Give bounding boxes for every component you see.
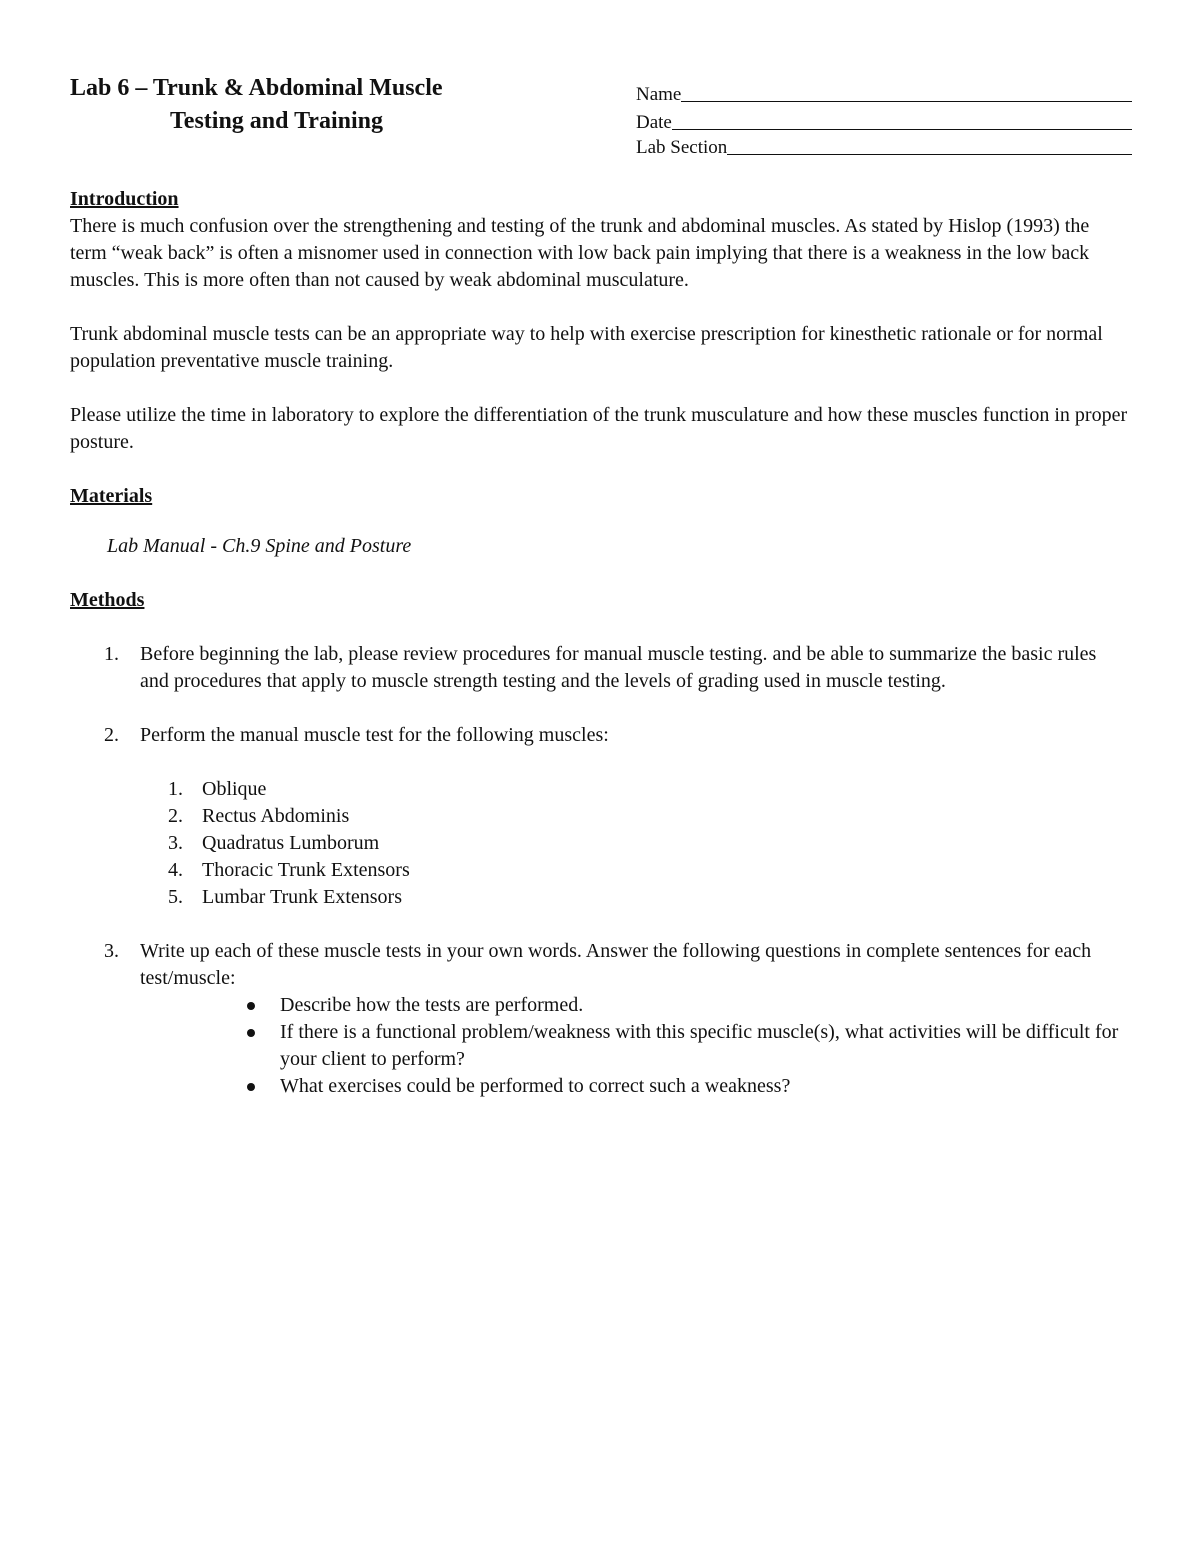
- name-field-line: [681, 101, 1132, 102]
- muscle-number: 2.: [168, 805, 183, 827]
- methods-heading: Methods: [70, 589, 145, 611]
- date-field[interactable]: [636, 106, 1132, 134]
- method-item-2: [70, 722, 1130, 911]
- date-field-line: [672, 129, 1132, 130]
- materials-heading: Materials: [70, 485, 153, 507]
- list-item: [140, 803, 1130, 830]
- bullet-icon: [240, 992, 280, 1019]
- method-number: 3.: [104, 940, 119, 962]
- bullet-icon: [240, 1073, 280, 1100]
- document-title: [70, 72, 443, 138]
- question-text: Describe how the tests are performed.: [280, 994, 584, 1016]
- muscle-number: 4.: [168, 859, 183, 881]
- intro-paragraph-1: There is much confusion over the strengthening and testing of the trunk and abdominal muscles. As stated by Hislop (1993) the term “weak back” is often a misnomer used in connection with low back pain implying that there is a weakness in the low back muscles. This is more often than not caused by weak abdominal musculature.: [70, 215, 1090, 291]
- lab-section-field[interactable]: [636, 134, 1132, 159]
- bullet-icon: [240, 1019, 280, 1073]
- question-text: If there is a functional problem/weakness with this specific muscle(s), what activities will be difficult for your client to perform?: [280, 1021, 1119, 1070]
- question-list: [140, 992, 1130, 1100]
- muscle-name: Lumbar Trunk Extensors: [202, 886, 402, 908]
- introduction-heading: Introduction: [70, 188, 179, 210]
- lab-section-field-label: Lab Section: [636, 137, 728, 158]
- list-item: [140, 830, 1130, 857]
- method-text: Perform the manual muscle test for the following muscles:: [140, 724, 609, 746]
- method-item-1: [70, 641, 1130, 695]
- method-number: 2.: [104, 724, 119, 746]
- method-text: Write up each of these muscle tests in your own words. Answer the following questions in complete sentences for each test/muscle:: [140, 940, 1092, 989]
- muscle-number: 3.: [168, 832, 183, 854]
- muscle-name: Quadratus Lumborum: [202, 832, 380, 854]
- student-info-fields: [636, 78, 1132, 159]
- method-text: Before beginning the lab, please review procedures for manual muscle testing. and be able to summarize the basic rules and procedures that apply to muscle strength testing and the levels of grading used in muscle testing.: [140, 643, 1097, 692]
- list-item: [140, 884, 1130, 911]
- document-body: [70, 186, 1130, 1127]
- title-line-1: Lab 6 – Trunk & Abdominal Muscle: [70, 75, 443, 101]
- list-item: [240, 1019, 1130, 1073]
- lab-section-field-line: [727, 154, 1132, 155]
- muscle-name: Oblique: [202, 778, 267, 800]
- list-item: [140, 857, 1130, 884]
- date-field-label: Date: [636, 112, 672, 133]
- list-item: [240, 1073, 1130, 1100]
- question-text: What exercises could be performed to correct such a weakness?: [280, 1075, 791, 1097]
- intro-paragraph-2: Trunk abdominal muscle tests can be an appropriate way to help with exercise prescription for kinesthetic rationale or for normal population preventative muscle training.: [70, 323, 1103, 372]
- materials-item: Lab Manual - Ch.9 Spine and Posture: [107, 535, 412, 557]
- muscle-number: 1.: [168, 778, 183, 800]
- method-number: 1.: [104, 643, 119, 665]
- intro-paragraph-3: Please utilize the time in laboratory to explore the differentiation of the trunk musculature and how these muscles function in proper posture.: [70, 404, 1128, 453]
- methods-list: [70, 641, 1130, 1100]
- muscle-number: 5.: [168, 886, 183, 908]
- list-item: [240, 992, 1130, 1019]
- muscle-name: Thoracic Trunk Extensors: [202, 859, 410, 881]
- title-line-2: Testing and Training: [170, 108, 383, 134]
- list-item: [140, 776, 1130, 803]
- name-field[interactable]: [636, 78, 1132, 106]
- muscle-name: Rectus Abdominis: [202, 805, 350, 827]
- name-field-label: Name: [636, 84, 682, 105]
- muscle-list: [140, 776, 1130, 911]
- method-item-3: [70, 938, 1130, 1100]
